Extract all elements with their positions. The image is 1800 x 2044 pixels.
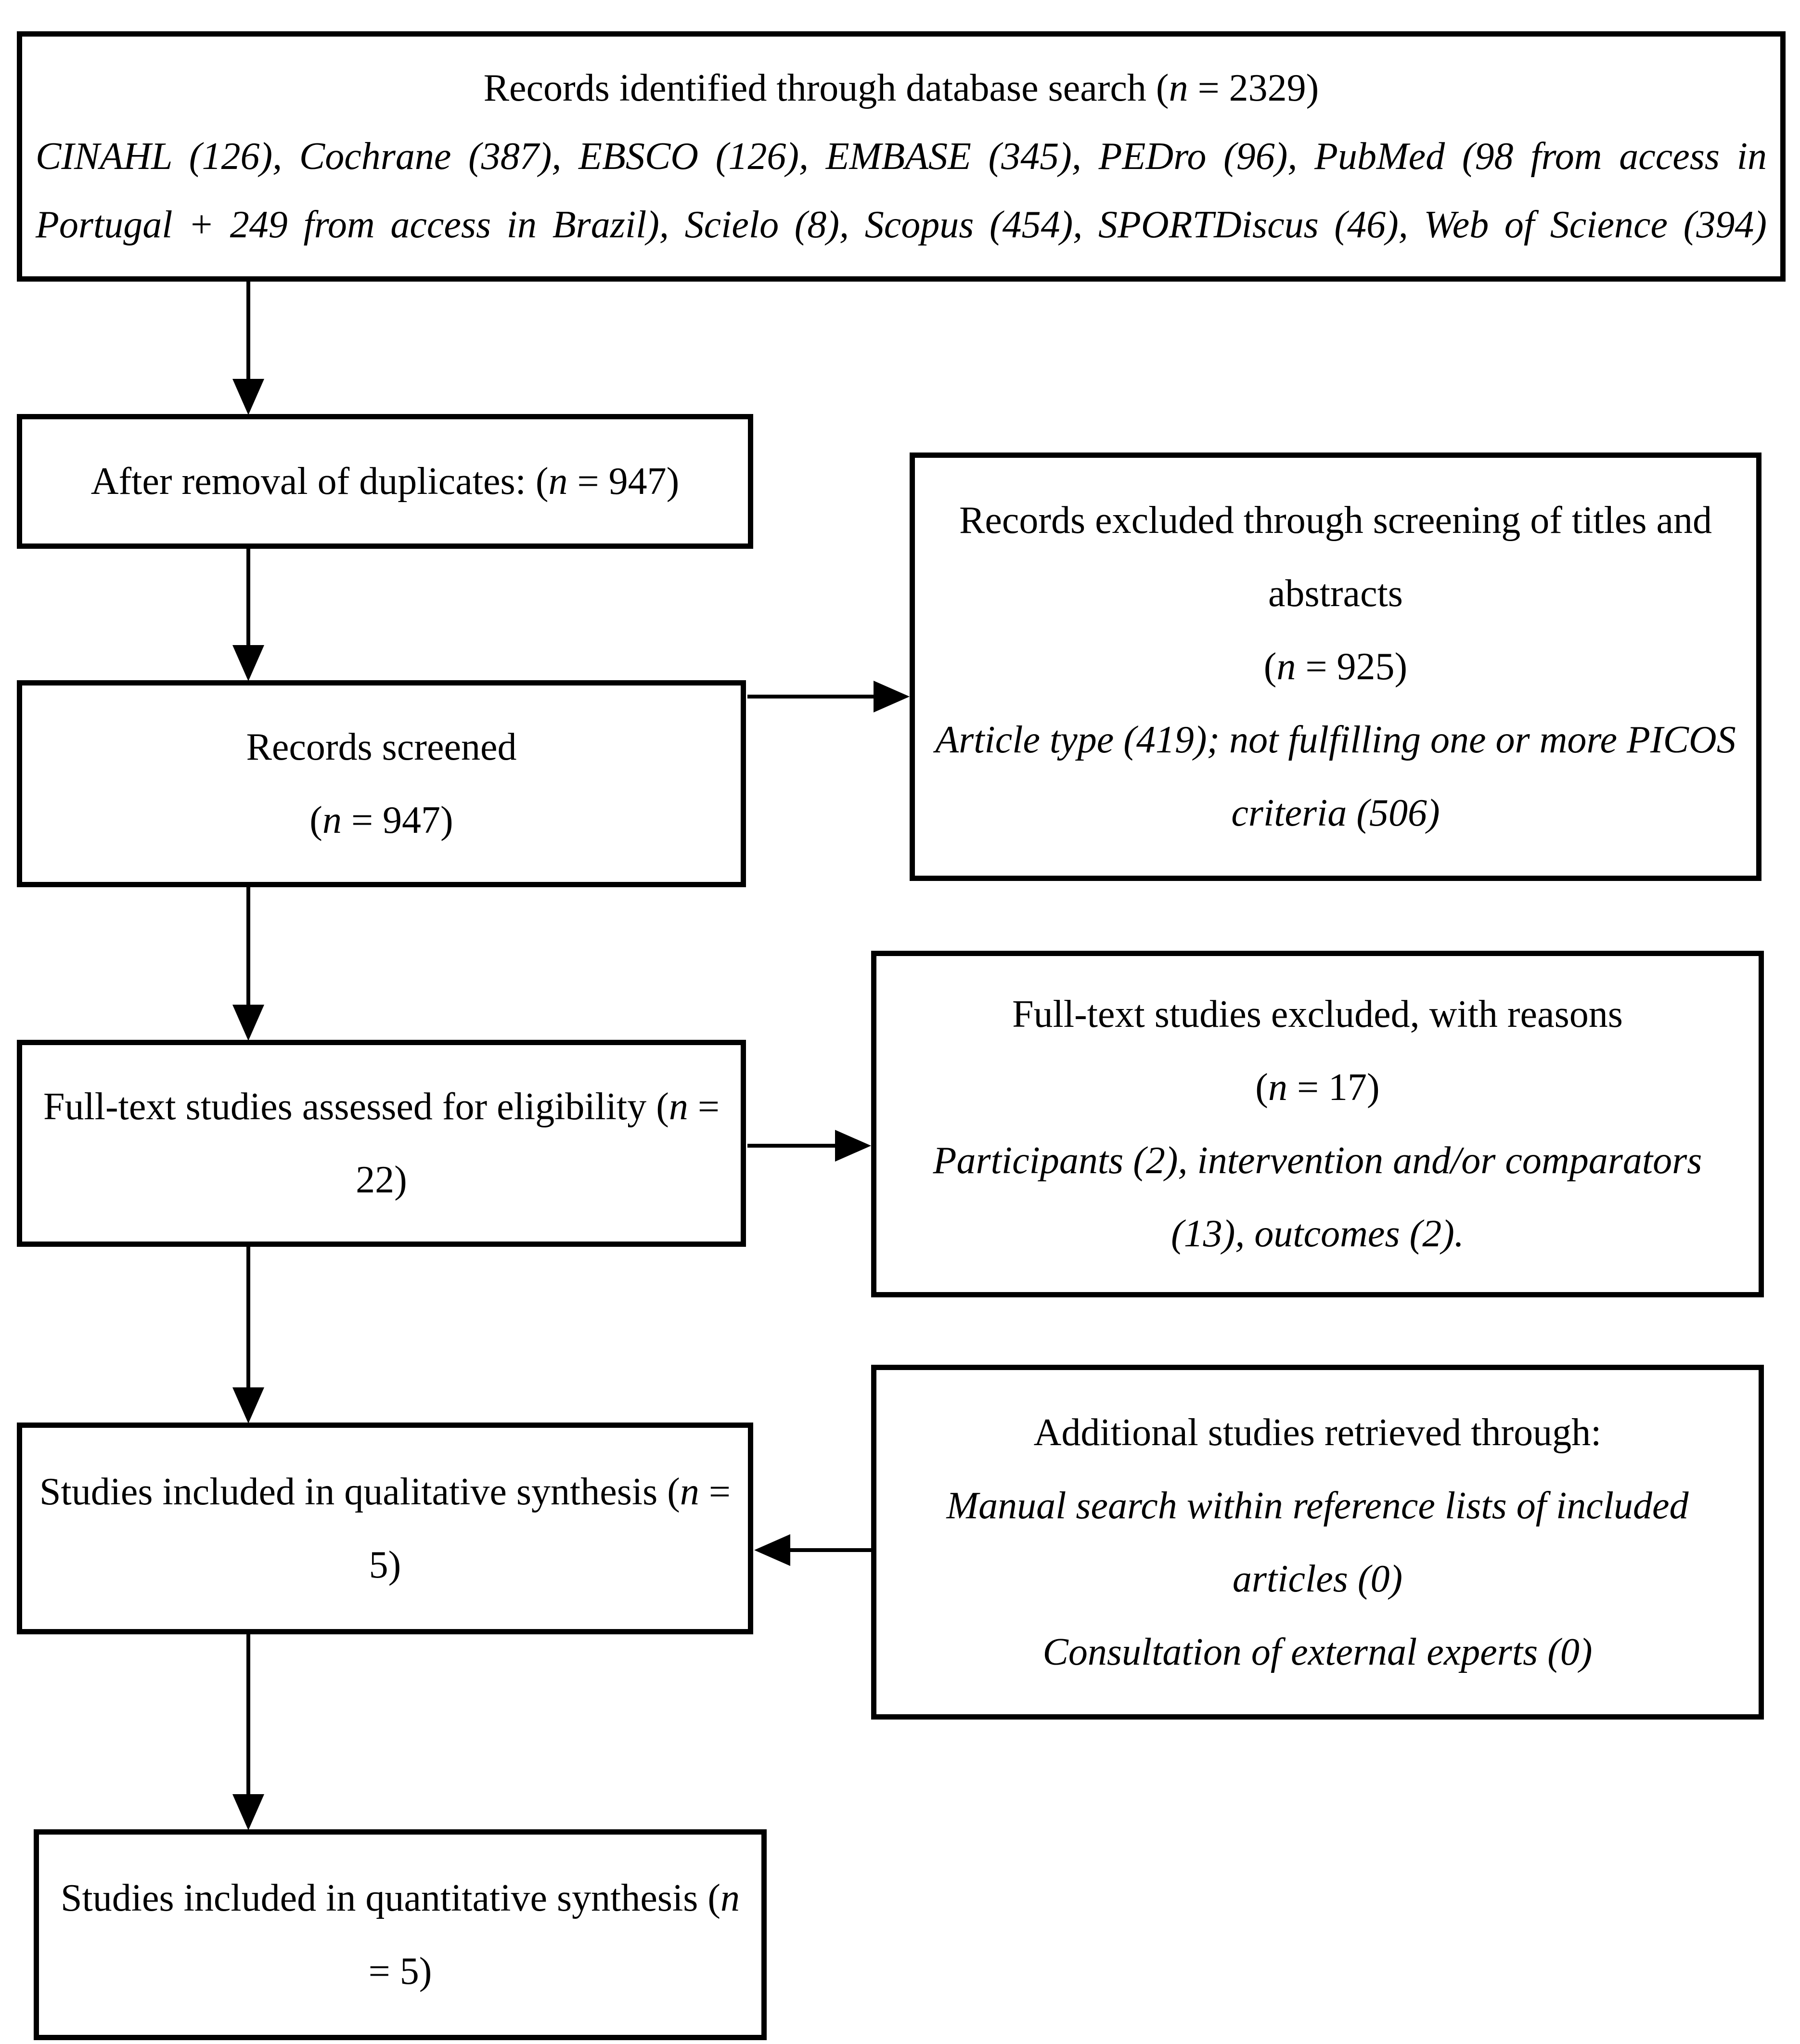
excluded-screening-count: (n = 925) xyxy=(1263,646,1408,688)
records-screened-title: Records screened xyxy=(246,726,517,768)
box-after-duplicates xyxy=(17,414,753,549)
arrow-fulltext-to-excluded-head xyxy=(835,1130,871,1162)
fulltext-assessed-text: Full-text studies assessed for eligibility (n = 22) xyxy=(43,1086,720,1201)
arrow-identified-to-duplicates-line xyxy=(246,282,250,383)
after-duplicates-text: After removal of duplicates: (n = 947) xyxy=(90,460,680,503)
arrow-qualitative-to-quantitative-line xyxy=(246,1634,250,1795)
quantitative-synthesis-text: Studies included in quantitative synthesis (n = 5) xyxy=(61,1877,740,1992)
sources-line-2: Portugal + 249 from access in Brazil), Scielo (8), Scopus (454), SPORTDiscus (46), Web of Science (394) xyxy=(36,204,1767,246)
arrow-fulltext-to-excluded-line xyxy=(747,1144,837,1148)
records-identified-title: Records identified through database search (n = 2329) xyxy=(483,67,1319,109)
sources-line-1: CINAHL (126), Cochrane (387), EBSCO (126), EMBASE (345), PEDro (96), PubMed (98 from access in xyxy=(36,135,1767,178)
arrow-fulltext-to-qualitative-head xyxy=(232,1387,264,1423)
box-quantitative-synthesis xyxy=(34,1829,767,2040)
arrow-screened-to-fulltext-line xyxy=(246,887,250,1006)
box-fulltext-assessed xyxy=(17,1040,746,1247)
fulltext-excluded-reasons: Participants (2), intervention and/or comparators (13), outcomes (2). xyxy=(933,1139,1702,1255)
additional-studies-item-expert-consultation: Consultation of external experts (0) xyxy=(1042,1630,1593,1673)
excluded-screening-title: Records excluded through screening of titles and abstracts xyxy=(959,499,1712,615)
box-records-screened xyxy=(17,680,746,887)
arrow-screened-to-excluded-head xyxy=(874,681,910,712)
box-qualitative-synthesis xyxy=(17,1423,753,1634)
additional-studies-item-manual-search: Manual search within reference lists of included articles (0) xyxy=(946,1484,1689,1600)
arrow-additional-to-qualitative-line xyxy=(787,1548,872,1552)
box-additional-studies xyxy=(871,1365,1764,1720)
box-excluded-titles-abstracts xyxy=(910,453,1761,881)
excluded-screening-reasons: Article type (419); not fulfilling one or more PICOS criteria (506) xyxy=(935,719,1736,834)
box-fulltext-excluded xyxy=(871,951,1764,1297)
arrow-additional-to-qualitative-head xyxy=(754,1534,790,1566)
arrow-screened-to-fulltext-head xyxy=(232,1005,264,1041)
arrow-fulltext-to-qualitative-line xyxy=(246,1247,250,1388)
box-records-identified xyxy=(17,31,1786,282)
arrow-screened-to-excluded-line xyxy=(747,695,876,699)
records-screened-count: (n = 947) xyxy=(309,799,453,841)
records-identified-sources xyxy=(36,122,1767,259)
arrow-duplicates-to-screened-head xyxy=(232,645,264,681)
arrow-qualitative-to-quantitative-head xyxy=(232,1794,264,1830)
qualitative-synthesis-text: Studies included in qualitative synthesis (n = 5) xyxy=(39,1471,731,1586)
fulltext-excluded-title: Full-text studies excluded, with reasons xyxy=(1012,993,1623,1035)
arrow-duplicates-to-screened-line xyxy=(246,549,250,646)
arrow-identified-to-duplicates-head xyxy=(232,379,264,415)
fulltext-excluded-count: (n = 17) xyxy=(1255,1066,1380,1109)
additional-studies-title: Additional studies retrieved through: xyxy=(1033,1411,1602,1454)
